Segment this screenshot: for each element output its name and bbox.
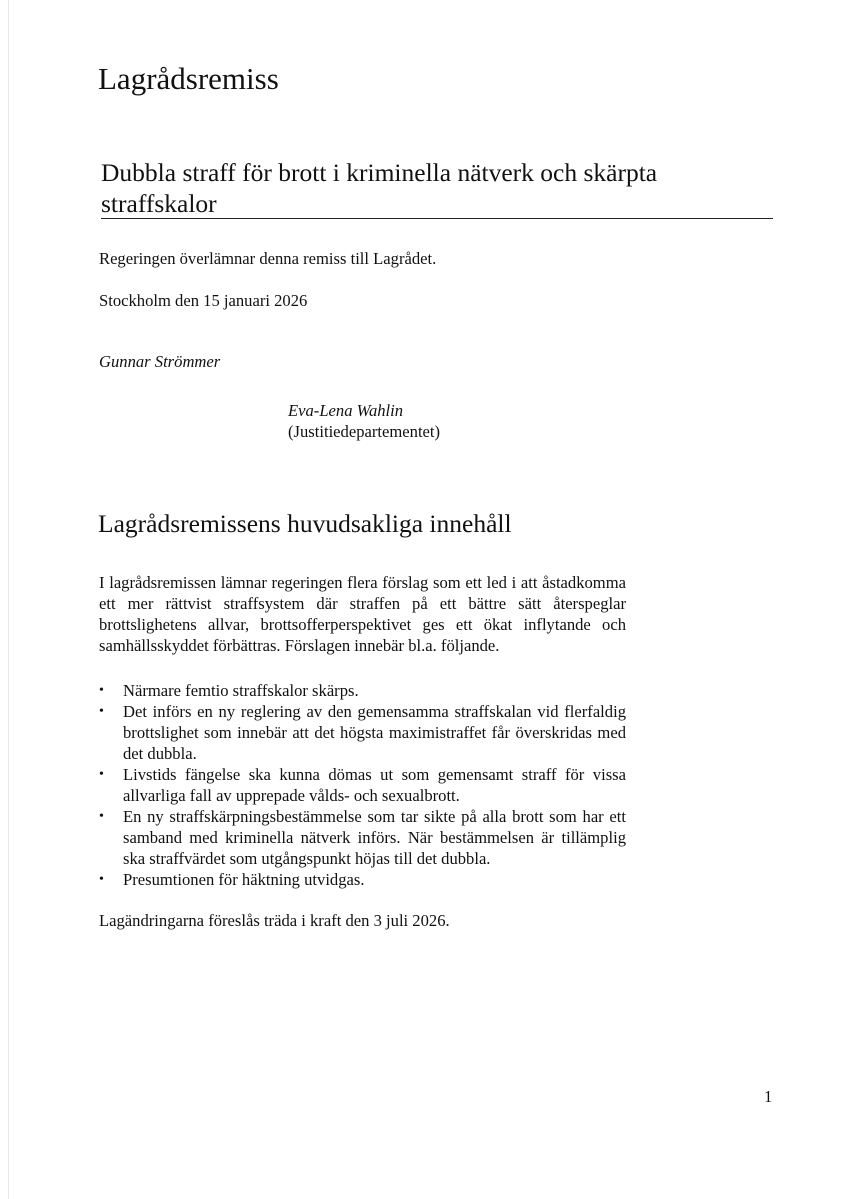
submission-text: Regeringen överlämnar denna remiss till Lagrådet. (99, 249, 437, 268)
bullet-icon: • (99, 872, 104, 887)
signer-block (288, 400, 440, 442)
document-type: Lagrådsremiss (98, 61, 279, 96)
document-title: Dubbla straff för brott i kriminella nätverk och skärpta straffskalor (101, 158, 658, 218)
bullet-text: En ny straffskärpningsbestämmelse som tar sikte på alla brott som har ett samband med kriminella nätverk införs. När bestämmelsen är tillämplig ska straffvärdet som utgångspunkt höjas till det dubbla. (123, 807, 626, 868)
signer-department: (Justitiedepartementet) (288, 422, 441, 441)
bullet-text: Presumtionen för häktning utvidgas. (123, 870, 365, 889)
bullet-item (99, 806, 626, 869)
intro-paragraph: I lagrådsremissen lämnar regeringen flera förslag som ett led i att åstadkomma ett mer rättvist straffsystem där straffen på ett bättre sätt återspeglar brottslighetens allvar, brottsofferperspektivet ges ett ökat inflytande och samhällsskyddet förbättras. Förslagen innebär bl.a. följande. (99, 573, 626, 655)
title-divider (101, 218, 773, 219)
minister-name: Gunnar Strömmer (99, 352, 221, 371)
bullet-item (99, 764, 626, 806)
bullet-item (99, 680, 626, 701)
bullet-item (99, 701, 626, 764)
bullet-text: Närmare femtio straffskalor skärps. (123, 681, 359, 700)
signer-name: Eva-Lena Wahlin (288, 401, 404, 420)
bullet-item (99, 869, 626, 890)
bullet-list (99, 680, 626, 890)
place-date: Stockholm den 15 januari 2026 (99, 291, 308, 310)
page-number: 1 (764, 1087, 773, 1106)
bullet-icon: • (99, 683, 104, 698)
bullet-icon: • (99, 767, 104, 782)
bullet-icon: • (99, 809, 104, 824)
section-heading: Lagrådsremissens huvudsakliga innehåll (98, 509, 512, 538)
bullet-text: Det införs en ny reglering av den gemensamma straffskalan vid flerfaldig brottslighet som innebär att det högsta maximistraffet får överskridas med det dubbla. (123, 702, 626, 763)
bullet-icon: • (99, 704, 104, 719)
page-edge (8, 0, 9, 1199)
closing-paragraph: Lagändringarna föreslås träda i kraft den 3 juli 2026. (99, 911, 450, 930)
bullet-text: Livstids fängelse ska kunna dömas ut som gemensamt straff för vissa allvarliga fall av upprepade vålds- och sexualbrott. (123, 765, 626, 805)
